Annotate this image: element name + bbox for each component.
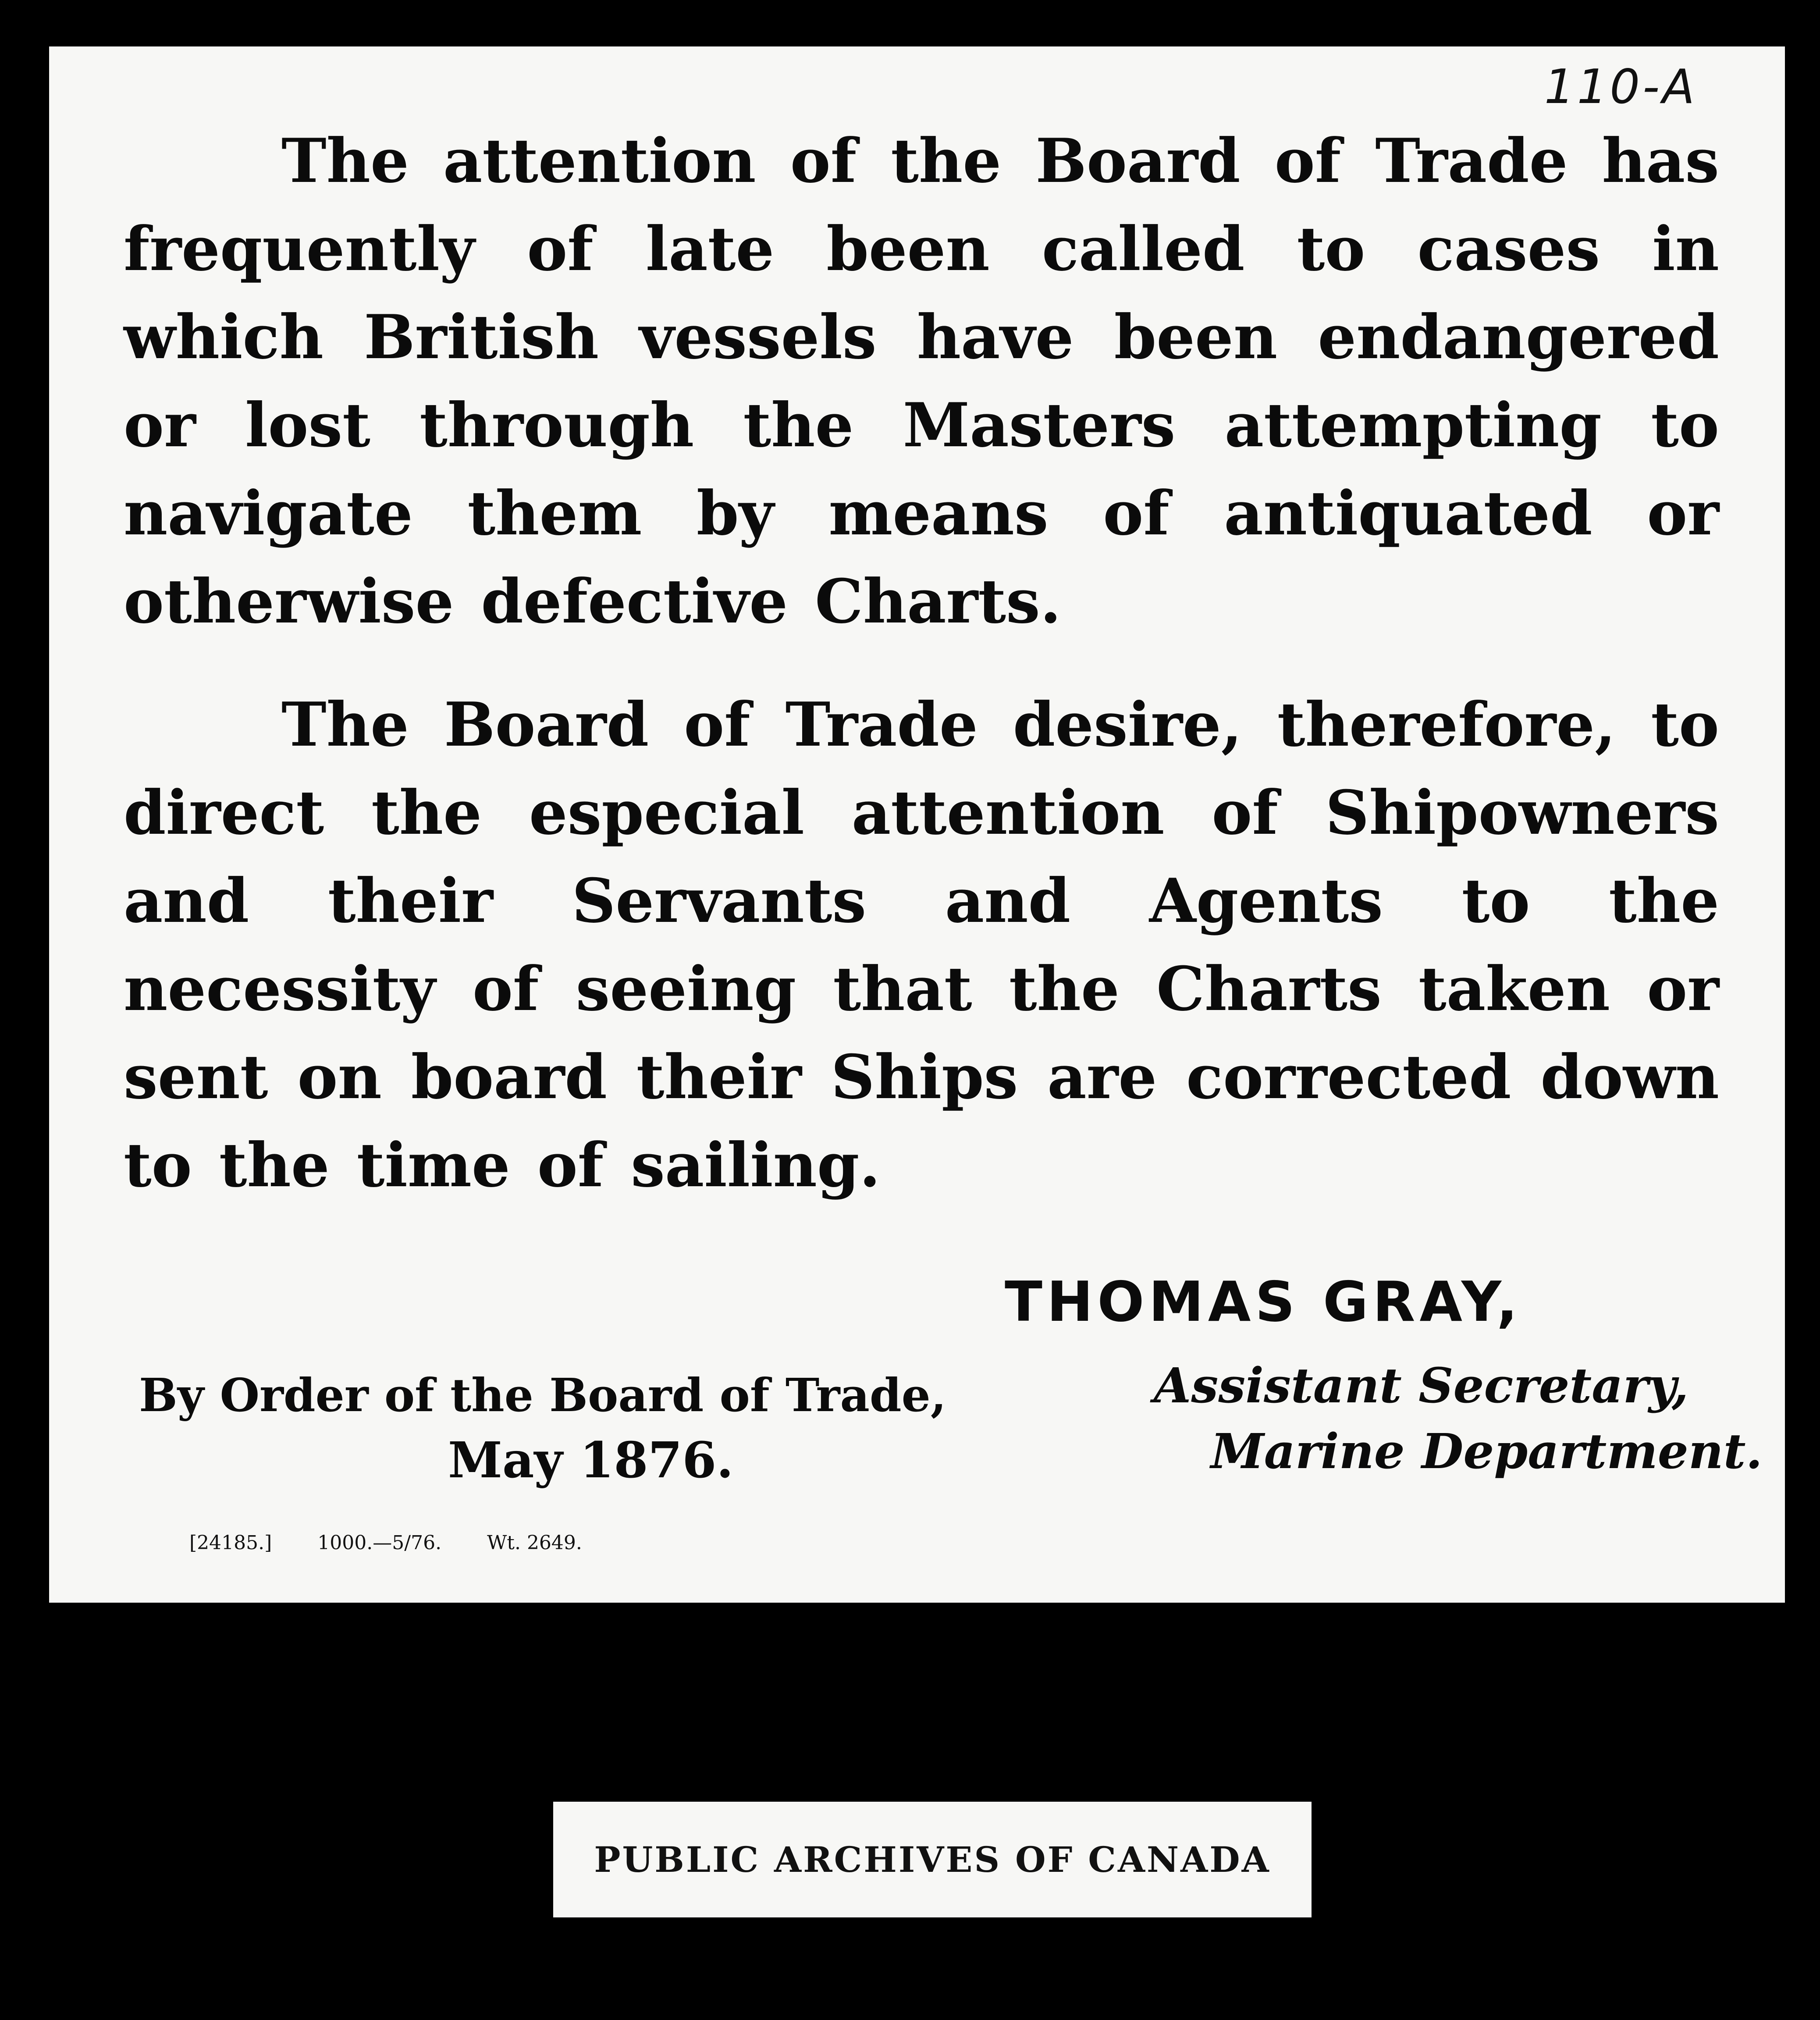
signer-name: THOMAS GRAY, — [1005, 1270, 1522, 1334]
paragraph-1: The attention of the Board of Trade has frequently of late been called to cases in which British vessels have been endangered or lost through the Masters attempting to navigate them by means of antiquated or otherwise defective Charts. — [124, 125, 1719, 637]
date-line: May 1876. — [448, 1432, 734, 1489]
printer-imprint — [189, 1532, 622, 1554]
order-line: By Order of the Board of Trade, — [139, 1368, 946, 1422]
archive-label-text: PUBLIC ARCHIVES OF CANADA — [594, 1839, 1271, 1880]
imprint-number: [24185.] — [189, 1532, 272, 1554]
imprint-run: 1000.—5/76. — [317, 1532, 442, 1554]
imprint-weight: Wt. 2649. — [487, 1532, 582, 1554]
notice-sheet — [49, 46, 1785, 1603]
notice-body — [124, 117, 1719, 1209]
signer-title-line-1: Assistant Secretary, — [1154, 1357, 1689, 1414]
paragraph-2: The Board of Trade desire, therefore, to direct the especial attention of Shipowners and their Servants and Agents to the necessity of seeing that the Charts taken or sent on board their Ships are corrected down to the time of sailing. — [124, 689, 1719, 1201]
handwritten-reference: 110-A — [1544, 60, 1697, 114]
archive-label — [553, 1802, 1312, 1917]
signer-title-line-2: Marine Department. — [1211, 1423, 1763, 1479]
